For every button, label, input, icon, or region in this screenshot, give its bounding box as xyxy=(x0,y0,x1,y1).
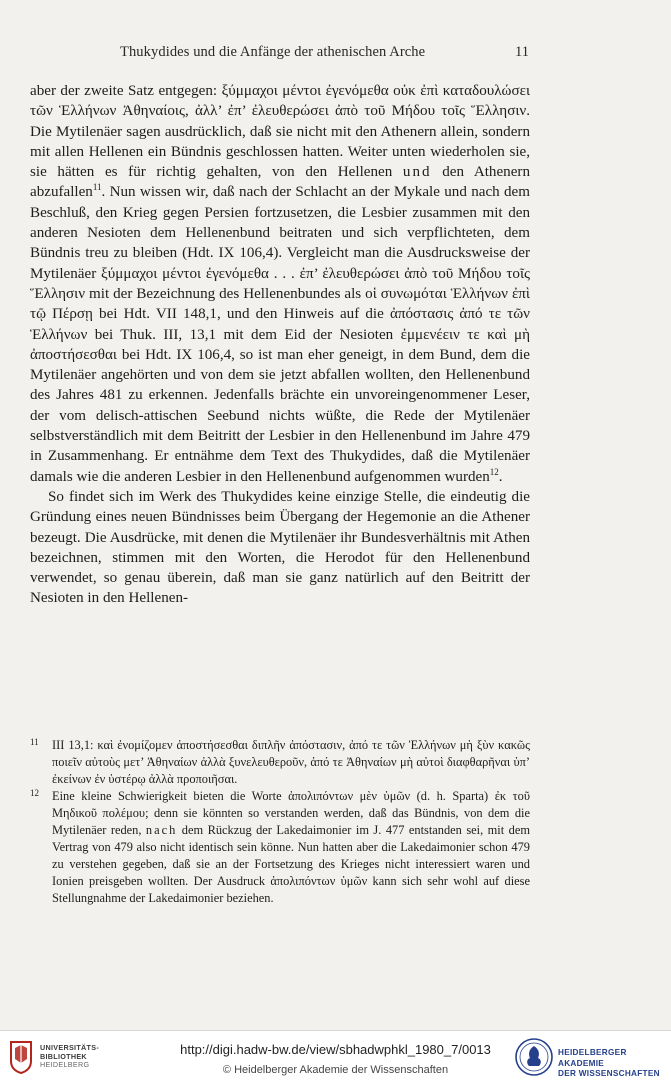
paragraph-1-part-c: . Nun wissen wir, daß nach der Schlacht an der Mykale und nach dem Beschluß, den Krieg gegen Persien fortzusetzen, die Lesbier zusammen mit den anderen Nesioten dem Hellenenbund beitraten und sich verpflichteten, dem Bündnis treu zu bleiben (Hdt. IX 106,4). Vergleicht man die Ausdrucksweise der Mytilenäer ξύμμαχοι μέντοι ἐγενόμεθα . . . ἐπ’ ἐλευθερώσει ἀπὸ τοῦ Μήδου τοῖς Ἕλλησιν mit der Bezeichnung des Hellenenbundes als οἱ συνωμόται Ἑλλήνων ἐπὶ τῷ Πέρσῃ bei Hdt. VII 148,1, und den Hinweis auf die ἀπόστασις ἀπό τε τῶν Ἑλλήνων bei Thuk. III, 13,1 mit dem Eid der Nesioten ἐμμενέειν τε καὶ μὴ ἀποστήσεσθαι bei Hdt. IX 106,4, so ist man eher geneigt, in dem Bund, dem die Mytilenäer angehörten und von dem sie jetzt abfallen wollten, den Hellenenbund des Jahres 481 zu erkennen. Jedenfalls brächte ein unvoreingenommener Leser, der vom delisch-attischen Seebund nichts wüßte, die Rede der Mytilenäer selbstverständlich mit dem Beitritt der Lesbier in den Hellenenbund im Jahre 479 in Zusammenhang. Er entnähme dem Text des Thukydides, daß die Mytilenäer damals wie die anderen Lesbier in den Hellenenbund aufgenommen wurden xyxy=(30,184,530,485)
academy-seal-icon xyxy=(514,1037,554,1077)
running-head-title: Thukydides und die Anfänge der athenischen Arche xyxy=(120,44,426,60)
footnote-text-part-b: dem Rückzug der Lakedaimonier im J. 477 entstanden sei, mit dem Vertrag von 479 also nicht identisch sein könne. Nun hatten aber die Lakedaimonier schon 479 zu verstehen gegeben, daß sie an der Fortsetzung des Krieges nicht interessiert waren und Ionien preisgeben wollten. Der Ausdruck ἀπολιπόντων ὑμῶν kann sich sehr wohl auf diese Stellungnahme der Lakedaimonier beziehen. xyxy=(52,823,530,905)
paragraph-1-end: . xyxy=(498,468,503,485)
footnote-11 xyxy=(30,737,530,788)
running-head xyxy=(120,44,532,61)
library-name-line-1: UNIVERSITÄTS- xyxy=(40,1043,100,1052)
paragraph-2: So findet sich im Werk des Thukydides keine einzige Stelle, die eindeutig die Gründung eines neuen Bündnisses beim Übergang der Hegemonie an die Athener bezeugt. Die Ausdrücke, mit denen die Mytilenäer ihr Bundesverhältnis mit Athen bezeichnen, stimmen mit den Worten, die Herodot für den Hellenenbund verwendet, so genau überein, daß man sie ganz natürlich auf den Beitritt der Nesioten in den Hellenen- xyxy=(30,488,530,607)
emphasis-und: und xyxy=(402,164,432,181)
paragraph-1 xyxy=(30,81,530,487)
paragraph-1-part-b: den Athenern abzufallen xyxy=(30,164,530,201)
academy-name-line-2: DER WISSENSCHAFTEN xyxy=(558,1069,660,1078)
library-name-line-3: HEIDELBERG xyxy=(40,1060,90,1070)
paragraph-1-part-a: aber der zweite Satz entgegen: ξύμμαχοι μέντοι ἐγενόμεθα οὐκ ἐπὶ καταδουλώσει τῶν Ἑλλήνων Ἀθηναίοις, ἀλλ’ ἐπ’ ἐλευθερώσει ἀπὸ τοῦ Μήδου τοῖς Ἕλλησιν. Die Mytilenäer sagen ausdrücklich, daß sie nicht mit den Athenern allein, sondern mit allen Hellenen ein Bündnis geschlossen hatten. Weiter unten wiederholen sie, sie hätten es für richtig gehalten, von den Hellenen xyxy=(30,83,530,181)
academy-logo[interactable] xyxy=(514,1037,666,1079)
emphasis-nach: nach xyxy=(145,823,178,837)
academy-name xyxy=(558,1048,666,1080)
footnote-ref-12[interactable]: 12 xyxy=(489,466,499,477)
footnotes xyxy=(30,737,530,907)
academy-name-line-1: HEIDELBERGER AKADEMIE xyxy=(558,1048,627,1068)
viewer-footer xyxy=(0,1030,671,1084)
library-name-line-2: BIBLIOTHEK xyxy=(40,1051,87,1061)
copyright-notice: © Heidelberger Akademie der Wissenschaften xyxy=(222,1064,449,1076)
footnote-number: 12 xyxy=(30,788,39,798)
footnote-ref-11[interactable]: 11 xyxy=(92,182,102,193)
page-number: 11 xyxy=(515,44,530,60)
footnote-number: 11 xyxy=(30,737,39,747)
main-text xyxy=(30,81,530,609)
footnote-text-part-a: Eine kleine Schwierigkeit bieten die Worte ἀπολιπόντων μὲν ὑμῶν (d. h. Sparta) ἐκ τοῦ Μηδικοῦ πολέμου; denn sie könnten so verstanden werden, daß das Bündnis, von dem die Mytilenäer reden, xyxy=(52,789,530,837)
permalink-link[interactable]: http://digi.hadw-bw.de/view/sbhadwphkl_1980_7/0013 xyxy=(180,1042,491,1057)
footnote-text: III 13,1: καὶ ἐνομίζομεν ἀποστήσεσθαι διπλῆν ἀπόστασιν, ἀπό τε τῶν Ἑλλήνων μὴ ξὺν κακῶς ποιεῖν αὐτοὺς μετ’ Ἀθηναίων ἀλλὰ ξυνελευθεροῦν, ἀπό τε Ἀθηναίων μὴ αὐτοὶ διαφθαρῆναι ὑπ’ ἐκείνων ἐν ὑστέρῳ ἀλλὰ προποιῆσαι. xyxy=(52,738,530,786)
footnote-12 xyxy=(30,788,530,907)
